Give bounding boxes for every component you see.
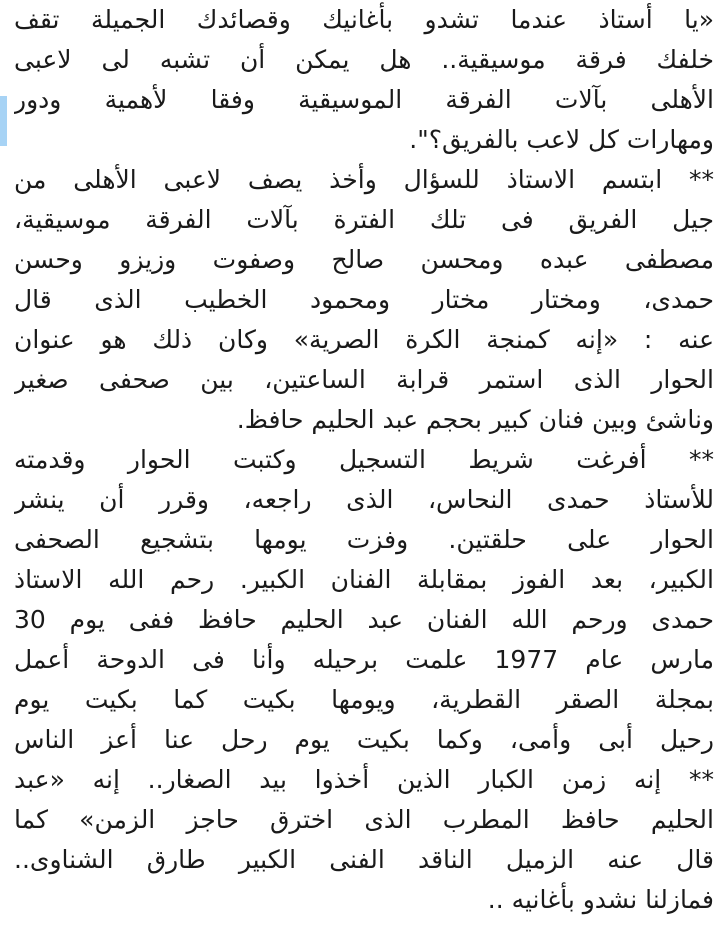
text-line: «يا أستاذ عندما تشدو بأغانيك وقصائدك الجميلة تقف — [14, 5, 714, 34]
text-line: بمجلة الصقر القطرية، ويومها بكيت كما بكيت يوم — [14, 685, 714, 714]
text-line: الحليم حافظ المطرب الذى اخترق حاجز الزمن» كما — [14, 805, 714, 834]
text-line: الأهلى بآلات الفرقة الموسيقية وفقا لأهمية ودور — [14, 85, 714, 114]
text-line: قال عنه الزميل الناقد الفنى الكبير طارق الشناوى.. — [14, 845, 714, 874]
text-line: خلفك فرقة موسيقية.. هل يمكن أن تشبه لى لاعبى — [14, 45, 714, 74]
text-line: الحوار الذى استمر قرابة الساعتين، بين صحفى صغير — [14, 365, 714, 394]
text-line: ** ابتسم الاستاذ للسؤال وأخذ يصف لاعبى الأهلى من — [14, 165, 714, 194]
text-line: حمدى، ومختار مختار ومحمود الخطيب الذى قال — [14, 285, 714, 314]
article-text — [14, 0, 714, 931]
text-line: جيل الفريق فى تلك الفترة بآلات الفرقة موسيقية، — [14, 205, 714, 234]
text-line: للأستاذ حمدى النحاس، الذى راجعه، وقرر أن ينشر — [14, 485, 714, 514]
text-line: ومهارات كل لاعب بالفريق؟". — [409, 125, 714, 154]
text-line: عنه : «إنه كمنجة الكرة الصرية» وكان ذلك هو عنوان — [14, 325, 714, 354]
text-line: الحوار على حلقتين. وفزت يومها بتشجيع الصحفى — [14, 525, 714, 554]
text-line: ** إنه زمن الكبار الذين أخذوا بيد الصغار.. إنه «عبد — [14, 765, 714, 794]
text-line: وناشئ وبين فنان كبير بحجم عبد الحليم حافظ. — [236, 405, 714, 434]
text-line: مارس عام 1977 علمت برحيله وأنا فى الدوحة أعمل — [14, 645, 714, 674]
text-line: حمدى ورحم الله الفنان عبد الحليم حافظ ففى يوم 30 — [14, 605, 714, 634]
scroll-accent-bar — [0, 96, 7, 146]
text-line: رحيل أبى وأمى، وكما بكيت يوم رحل عنا أعز الناس — [14, 725, 714, 754]
text-line: مصطفى عبده ومحسن صالح وصفوت وزيزو وحسن — [14, 245, 714, 274]
text-line: الكبير، بعد الفوز بمقابلة الفنان الكبير. رحم الله الاستاذ — [14, 565, 714, 594]
text-line: ** أفرغت شريط التسجيل وكتبت الحوار وقدمته — [14, 445, 714, 474]
text-line: فمازلنا نشدو بأغانيه .. — [487, 885, 714, 914]
